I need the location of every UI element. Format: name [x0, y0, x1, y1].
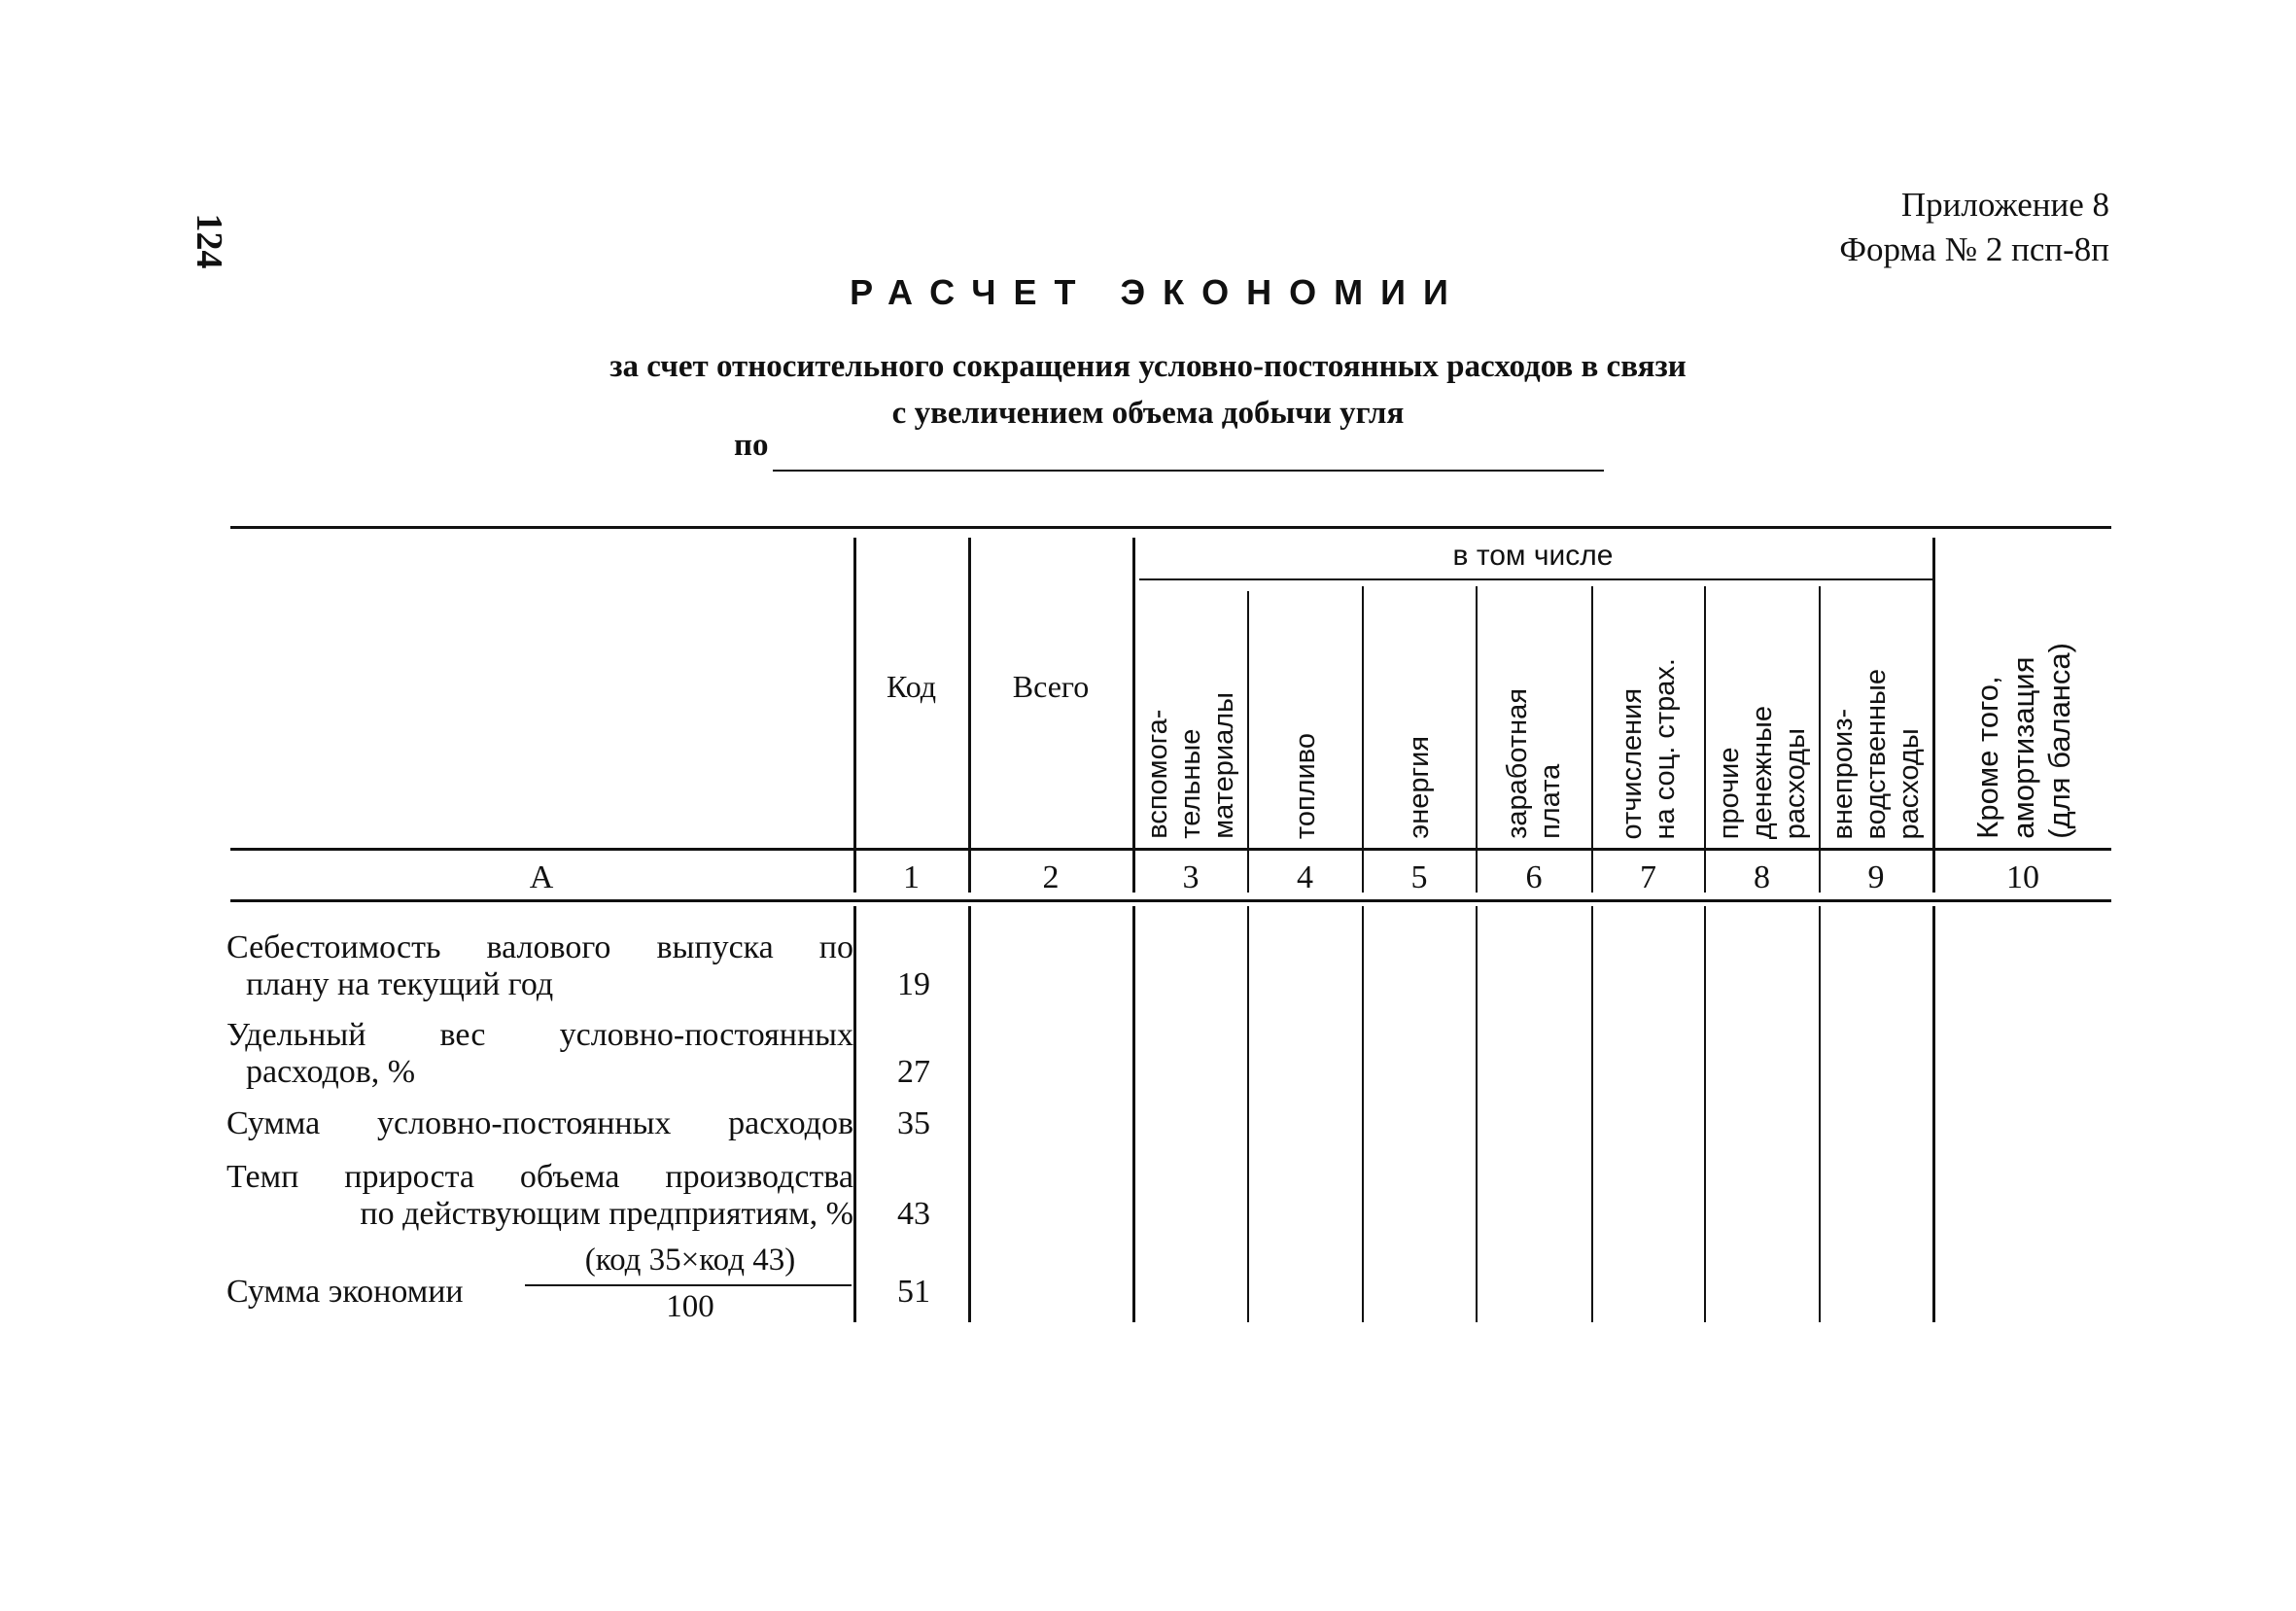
vline-body-8-9 — [1819, 906, 1821, 1322]
vline-body-9-10 — [1932, 906, 1935, 1322]
header-col-10-line-3: (для баланса) — [2041, 643, 2076, 839]
vline-body-kod-vsego — [968, 906, 971, 1322]
row-3-code: 35 — [897, 1105, 930, 1141]
row-1-line-2: плану на текущий год — [246, 966, 554, 1002]
po-fill-line — [773, 470, 1604, 472]
header-col-3-line-2: тельные — [1175, 728, 1206, 839]
row-4-line-2: по действующим предприятиям, % — [360, 1196, 853, 1232]
header-col-8-line-3: расходы — [1779, 727, 1811, 839]
header-col-9 — [1821, 591, 1931, 839]
colnum-4: 4 — [1297, 859, 1313, 895]
group-rule — [1139, 578, 1933, 580]
colnum-1: 1 — [903, 859, 920, 895]
form-number: Форма № 2 псп-8п — [1839, 230, 2109, 268]
appendix-block — [1839, 183, 2109, 272]
header-col-8 — [1706, 591, 1818, 839]
colnum-9: 9 — [1867, 859, 1885, 895]
table-top-rule — [230, 526, 2111, 529]
header-col-7-line-2: на соц. страх. — [1649, 657, 1681, 839]
header-bottom-rule — [230, 848, 2111, 851]
header-col-4-line-1: топливо — [1289, 732, 1321, 839]
row-2-line-2: расходов, % — [246, 1054, 416, 1090]
header-col-4 — [1249, 591, 1361, 839]
row-2-code: 27 — [897, 1054, 930, 1090]
header-kod: Код — [886, 669, 937, 704]
row-5-numerator: (код 35×код 43) — [584, 1243, 796, 1278]
document-subtitle — [0, 343, 2296, 437]
subtitle-line-2: с увеличением объема добычи угля — [891, 396, 1405, 431]
header-group: в том числе — [1452, 540, 1614, 572]
header-col-3 — [1135, 591, 1246, 839]
vline-body-6-7 — [1591, 906, 1593, 1322]
header-col-7 — [1593, 591, 1703, 839]
colnum-10: 10 — [2006, 859, 2039, 895]
header-col-5-line-1: энергия — [1404, 736, 1435, 839]
colnum-8: 8 — [1754, 859, 1770, 895]
header-col-8-line-1: прочие — [1713, 747, 1745, 839]
header-col-10-line-1: Кроме того, — [1969, 676, 2004, 839]
vline-a-kod — [853, 538, 856, 893]
fraction-bar — [525, 1284, 852, 1286]
subtitle-line-1: за счет относительного сокращения условно-постоянных расходов в связи — [609, 349, 1687, 384]
po-label: по — [734, 428, 769, 463]
appendix-label: Приложение 8 — [1900, 186, 2109, 224]
row-1-line-1: Себестоимость валового выпуска по — [226, 929, 853, 965]
vline-body-3-4 — [1247, 906, 1249, 1322]
colnum-6: 6 — [1525, 859, 1543, 895]
vline-body-7-8 — [1704, 906, 1706, 1322]
row-2-line-1: Удельный вес условно-постоянных — [226, 1017, 853, 1053]
row-1-code: 19 — [897, 966, 930, 1002]
row-5-label: Сумма экономии — [226, 1274, 464, 1310]
header-col-10-line-2: амортизация — [2005, 656, 2040, 839]
numbers-bottom-rule — [230, 899, 2111, 902]
row-5-denominator: 100 — [666, 1289, 714, 1324]
header-col-5 — [1364, 591, 1475, 839]
header-col-9-line-1: внепроиз- — [1827, 708, 1859, 839]
header-col-9-line-3: расходы — [1894, 727, 1925, 839]
row-5-code: 51 — [897, 1274, 930, 1310]
header-col-6 — [1478, 591, 1590, 839]
row-4-line-1: Темп прироста объема производства — [226, 1159, 853, 1195]
row-4-code: 43 — [897, 1196, 930, 1232]
colnum-a: А — [529, 859, 554, 895]
vline-body-5-6 — [1476, 906, 1478, 1322]
header-col-9-line-2: водственные — [1861, 668, 1892, 839]
vline-body-vsego-3 — [1132, 906, 1135, 1322]
document-title: РАСЧЕТ ЭКОНОМИИ — [850, 272, 1466, 312]
row-3-line-1: Сумма условно-постоянных расходов — [226, 1105, 853, 1141]
vline-kod-vsego — [968, 538, 971, 893]
header-col-3-line-1: вспомога- — [1142, 709, 1173, 839]
page-number: 124 — [189, 213, 229, 269]
header-col-10 — [1935, 544, 2110, 839]
header-col-6-line-1: заработная — [1502, 688, 1533, 839]
colnum-2: 2 — [1042, 859, 1060, 895]
colnum-7: 7 — [1640, 859, 1656, 895]
colnum-5: 5 — [1410, 859, 1428, 895]
header-vsego: Всего — [1012, 669, 1090, 704]
header-col-3-line-3: материалы — [1208, 692, 1239, 839]
vline-body-4-5 — [1362, 906, 1364, 1322]
colnum-3: 3 — [1182, 859, 1200, 895]
header-col-8-line-2: денежные — [1746, 705, 1778, 839]
header-col-6-line-2: плата — [1535, 763, 1566, 839]
header-col-7-line-1: отчисления — [1616, 687, 1648, 839]
